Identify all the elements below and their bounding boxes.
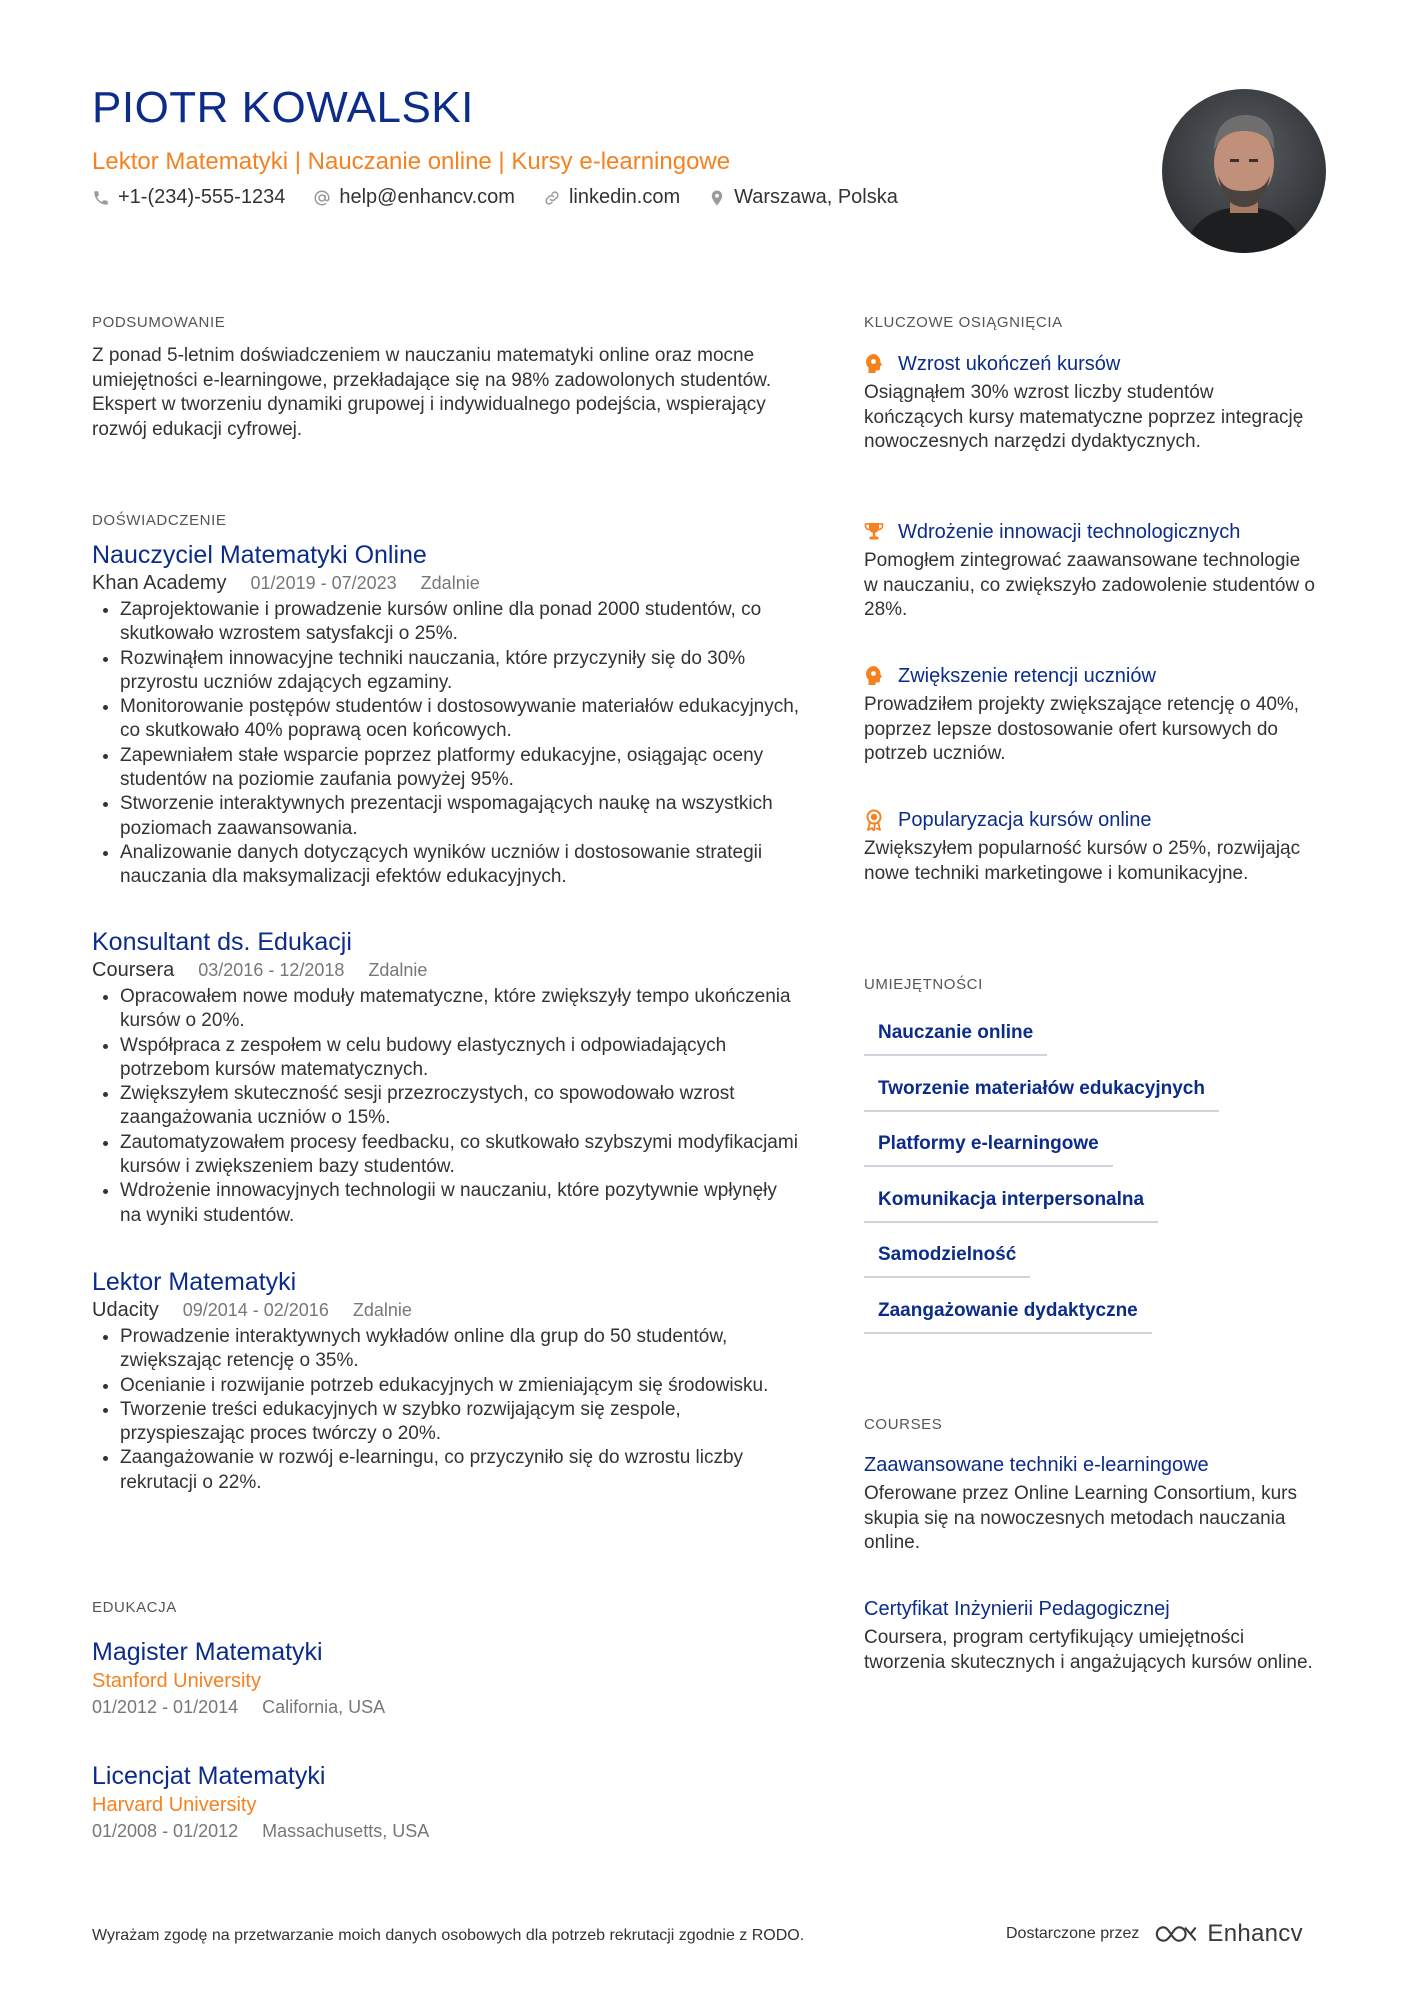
course-title: Certyfikat Inżynierii Pedagogicznej xyxy=(864,1598,1170,1620)
education-location: California, USA xyxy=(262,1697,386,1717)
education-school: Harvard University xyxy=(92,1794,257,1816)
location-text: Warszawa, Polska xyxy=(734,186,898,208)
skill-tag: Tworzenie materiałów edukacyjnych xyxy=(864,1076,1219,1112)
job-company: Udacity xyxy=(92,1299,159,1321)
job-entry xyxy=(92,540,802,890)
powered-by xyxy=(1006,1920,1303,1948)
achievement-title: Wdrożenie innowacji technologicznych xyxy=(898,521,1241,543)
job-role: Lektor Matematyki xyxy=(92,1268,297,1296)
education-dates: 01/2008 - 01/2012 xyxy=(92,1821,239,1841)
phone-icon xyxy=(92,189,110,207)
achievement-desc: Pomogłem zintegrować zaawansowane technologie w nauczaniu, co zwiększyło zadowolenie studentów o 28%. xyxy=(864,550,1315,620)
job-bullet: • Opracowałem nowe moduły matematyczne, które zwiększyły tempo ukończenia kursów o 20%. xyxy=(120,985,802,1034)
course-title: Zaawansowane techniki e-learningowe xyxy=(864,1454,1209,1476)
job-dates: 01/2019 - 07/2023 xyxy=(250,573,397,593)
achievement-title: Wzrost ukończeń kursów xyxy=(898,353,1121,375)
achievement-item xyxy=(864,663,1316,767)
job-bullet: • Zapewniałem stałe wsparcie poprzez platformy edukacyjne, osiągając oceny studentów na poziomie zaufania powyżej 95%. xyxy=(120,744,802,793)
linkedin-text[interactable]: linkedin.com xyxy=(568,186,681,208)
achievement-header xyxy=(864,663,1316,689)
job-dates: 03/2016 - 12/2018 xyxy=(198,960,345,980)
profile-photo xyxy=(1162,89,1326,253)
achievement-item xyxy=(864,351,1316,455)
contact-email xyxy=(313,186,515,209)
enhancv-brand: Enhancv xyxy=(1207,1920,1303,1947)
gdpr-consent: Wyrażam zgodę na przetwarzanie moich danych osobowych dla potrzeb rekrutacji zgodnie z RODO. xyxy=(92,1927,805,1944)
job-bullet: • Prowadzenie interaktywnych wykładów online dla grup do 50 studentów, zwiększając retencję o 35%. xyxy=(120,1325,802,1374)
job-role: Konsultant ds. Edukacji xyxy=(92,928,352,956)
skill-tag: Nauczanie online xyxy=(864,1020,1047,1056)
candidate-tagline: Lektor Matematyki | Nauczanie online | Kursy e-learningowe xyxy=(92,148,731,175)
award-icon xyxy=(864,809,884,831)
at-icon xyxy=(313,189,331,207)
summary-heading: PODSUMOWANIE xyxy=(92,314,226,331)
education-entry xyxy=(92,1637,792,1719)
summary-text: Z ponad 5-letnim doświadczeniem w nauczaniu matematyki online oraz mocne umiejętności e-learningowe, przekładające się na 98% zadowolonych studentów. Ekspert w tworzeniu dynamiki grupowej i indywidualnego podejścia, wspierający rozwój edukacji cyfrowej. xyxy=(92,345,772,440)
education-meta xyxy=(92,1695,792,1719)
achievement-title: Zwiększenie retencji uczniów xyxy=(898,665,1156,687)
skill-tag: Zaangażowanie dydaktyczne xyxy=(864,1298,1152,1334)
job-bullet: • Stworzenie interaktywnych prezentacji wspomagających naukę na wszystkich poziomach zaawansowania. xyxy=(120,792,802,841)
enhancv-logo[interactable] xyxy=(1153,1920,1303,1948)
job-bullet: • Monitorowanie postępów studentów i dostosowywanie materiałów edukacyjnych, co skutkowało 40% poprawą ocen końcowych. xyxy=(120,695,802,744)
achievement-desc: Prowadziłem projekty zwiększające retencję o 40%, poprzez lepsze dostosowanie ofert kursowych do potrzeb uczniów. xyxy=(864,694,1300,764)
link-icon xyxy=(543,189,561,207)
skill-tag: Platformy e-learningowe xyxy=(864,1131,1113,1167)
achievement-header xyxy=(864,351,1316,377)
achievement-title: Popularyzacja kursów online xyxy=(898,809,1152,831)
job-bullets xyxy=(92,598,802,890)
skills-heading: UMIEJĘTNOŚCI xyxy=(864,976,983,993)
skill-tag: Samodzielność xyxy=(864,1242,1030,1278)
education-heading: EDUKACJA xyxy=(92,1599,177,1616)
job-meta xyxy=(92,957,802,983)
achievements-heading: KLUCZOWE OSIĄGNIĘCIA xyxy=(864,314,1063,331)
job-bullets xyxy=(92,985,802,1228)
job-location: Zdalnie xyxy=(420,573,480,593)
education-meta xyxy=(92,1819,792,1843)
job-dates: 09/2014 - 02/2016 xyxy=(182,1300,329,1320)
courses-heading: COURSES xyxy=(864,1416,943,1433)
job-bullets xyxy=(92,1325,802,1495)
achievement-item xyxy=(864,807,1316,886)
skill-tag: Komunikacja interpersonalna xyxy=(864,1187,1158,1223)
phone-text[interactable]: +1-(234)-555-1234 xyxy=(118,186,286,208)
job-meta xyxy=(92,1297,802,1323)
job-bullet: • Zaangażowanie w rozwój e-learningu, co przyczyniło się do wzrostu liczby rekrutacji o 22%. xyxy=(120,1446,802,1495)
experience-heading: DOŚWIADCZENIE xyxy=(92,512,227,529)
job-meta xyxy=(92,570,802,596)
enhancv-logo-icon xyxy=(1153,1922,1199,1946)
course-desc: Coursera, program certyfikujący umiejętności tworzenia skutecznych i angażujących kursów online. xyxy=(864,1627,1313,1673)
contact-location xyxy=(708,186,898,209)
job-bullet: • Analizowanie danych dotyczących wyników uczniów i dostosowanie strategii nauczania dla maksymalizacji efektów edukacyjnych. xyxy=(120,841,802,890)
course-desc: Oferowane przez Online Learning Consortium, kurs skupia się na nowoczesnych metodach nauczania online. xyxy=(864,1483,1297,1553)
course-item xyxy=(864,1452,1316,1556)
head-icon xyxy=(864,353,884,375)
contact-bar xyxy=(92,186,926,209)
achievement-header xyxy=(864,519,1316,545)
job-role: Nauczyciel Matematyki Online xyxy=(92,541,427,569)
trophy-icon xyxy=(864,521,884,543)
job-entry xyxy=(92,1267,802,1495)
job-bullet: • Zwiększyłem skuteczność sesji przezroczystych, co spowodowało wzrost zaangażowania uczniów o 15%. xyxy=(120,1082,802,1131)
job-company: Coursera xyxy=(92,959,175,981)
job-bullet: • Rozwinąłem innowacyjne techniki nauczania, które przyczyniły się do 30% przyrostu uczniów zdających egzaminy. xyxy=(120,647,802,696)
education-entry xyxy=(92,1761,792,1843)
head-icon xyxy=(864,665,884,687)
job-bullet: • Zautomatyzowałem procesy feedbacku, co skutkowało szybszymi modyfikacjami kursów i zwiększeniem bazy studentów. xyxy=(120,1131,802,1180)
achievement-desc: Osiągnąłem 30% wzrost liczby studentów kończących kursy matematyczne poprzez integrację nowoczesnych narzędzi dydaktycznych. xyxy=(864,382,1304,452)
location-pin-icon xyxy=(708,189,726,207)
job-location: Zdalnie xyxy=(352,1300,412,1320)
achievement-item xyxy=(864,519,1316,623)
education-degree: Licencjat Matematyki xyxy=(92,1762,326,1790)
job-bullet: • Ocenianie i rozwijanie potrzeb edukacyjnych w zmieniającym się środowisku. xyxy=(120,1374,802,1398)
job-bullet: • Wdrożenie innowacyjnych technologii w nauczaniu, które pozytywnie wpłynęły na wyniki studentów. xyxy=(120,1179,802,1228)
job-location: Zdalnie xyxy=(368,960,428,980)
education-location: Massachusetts, USA xyxy=(262,1821,430,1841)
contact-linkedin xyxy=(543,186,680,209)
powered-by-label: Dostarczone przez xyxy=(1006,1925,1140,1942)
achievement-header xyxy=(864,807,1316,833)
education-degree: Magister Matematyki xyxy=(92,1638,323,1666)
contact-phone xyxy=(92,186,285,209)
candidate-name: PIOTR KOWALSKI xyxy=(92,83,474,132)
education-school: Stanford University xyxy=(92,1670,261,1692)
course-item xyxy=(864,1596,1316,1675)
job-bullet: • Współpraca z zespołem w celu budowy elastycznych i odpowiadających potrzebom kursów matematycznych. xyxy=(120,1034,802,1083)
education-dates: 01/2012 - 01/2014 xyxy=(92,1697,239,1717)
job-entry xyxy=(92,927,802,1228)
email-text[interactable]: help@enhancv.com xyxy=(339,186,515,208)
job-company: Khan Academy xyxy=(92,572,227,594)
job-bullet: • Tworzenie treści edukacyjnych w szybko rozwijającym się zespole, przyspieszając proces twórczy o 20%. xyxy=(120,1398,802,1447)
achievement-desc: Zwiększyłem popularność kursów o 25%, rozwijając nowe techniki marketingowe i komunikacyjne. xyxy=(864,838,1301,884)
job-bullet: • Zaprojektowanie i prowadzenie kursów online dla ponad 2000 studentów, co skutkowało wzrostem satysfakcji o 25%. xyxy=(120,598,802,647)
